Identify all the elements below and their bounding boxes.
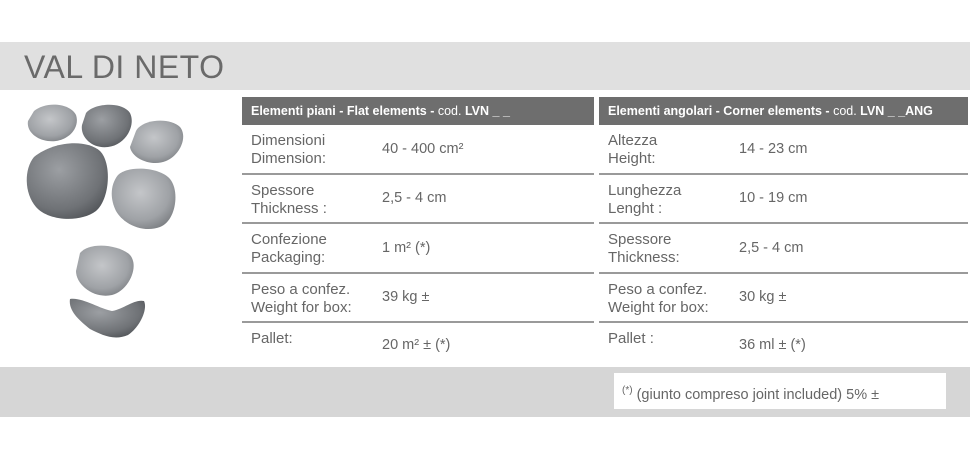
row-label: Spessore Thickness : — [251, 181, 327, 217]
page-title: VAL DI NETO — [24, 49, 225, 85]
row-value: 39 kg ± — [382, 289, 430, 306]
row-label: Dimensioni Dimension: — [251, 132, 327, 167]
row-value: 1 m² (*) — [382, 239, 431, 256]
corner-elements-header — [599, 97, 968, 125]
table-row — [599, 125, 968, 175]
row-value: 20 m² ± (*) — [382, 337, 451, 353]
table-row — [242, 274, 594, 324]
table-row — [599, 323, 968, 367]
table-row — [599, 175, 968, 225]
table-row — [242, 224, 594, 274]
row-label: Spessore Thickness: — [608, 231, 680, 266]
flat-elements-header — [242, 97, 594, 125]
row-label: Pallet: — [251, 330, 293, 347]
row-label: Peso a confez. Weight for box: — [608, 280, 709, 316]
header-code: LVN _ _ — [464, 104, 510, 118]
header-title: Elementi angolari - Corner elements - — [608, 104, 834, 118]
header-cod: cod. — [437, 104, 465, 118]
row-label: Peso a confez. Weight for box: — [251, 280, 352, 316]
stone-flat-2 — [82, 105, 132, 147]
row-value: 40 - 400 cm² — [382, 140, 464, 157]
corner-elements-table — [599, 97, 968, 367]
table-row — [242, 125, 594, 175]
table-row — [599, 274, 968, 324]
row-value: 14 - 23 cm — [739, 140, 808, 157]
row-label: Pallet : — [608, 330, 654, 347]
stone-corner-2 — [70, 299, 145, 338]
footnote-marker: (*) — [622, 385, 633, 396]
header-title: Elementi piani - Flat elements - — [251, 104, 438, 118]
stone-flat-5 — [112, 169, 176, 229]
stone-flat-4 — [27, 143, 108, 219]
row-value: 2,5 - 4 cm — [382, 190, 447, 207]
table-row — [242, 175, 594, 225]
title-band — [0, 42, 970, 90]
row-value: 36 ml ± (*) — [739, 337, 806, 353]
table-row — [242, 323, 594, 367]
stone-flat-3 — [130, 121, 183, 163]
flat-elements-table — [242, 97, 594, 367]
stone-images — [20, 95, 230, 365]
row-label: Lunghezza Lenght : — [608, 181, 682, 217]
row-value: 2,5 - 4 cm — [739, 239, 804, 256]
stone-corner-1 — [76, 246, 134, 296]
footnote — [614, 373, 946, 409]
header-code: LVN _ _ANG — [860, 104, 933, 118]
footnote-text: (giunto compreso joint included) 5% ± — [632, 387, 880, 403]
stone-flat-1 — [28, 105, 77, 142]
row-label: Altezza Height: — [608, 132, 658, 167]
row-value: 10 - 19 cm — [739, 190, 808, 207]
table-row — [599, 224, 968, 274]
row-value: 30 kg ± — [739, 289, 787, 306]
row-label: Confezione Packaging: — [251, 231, 327, 266]
header-cod: cod. — [833, 104, 861, 118]
